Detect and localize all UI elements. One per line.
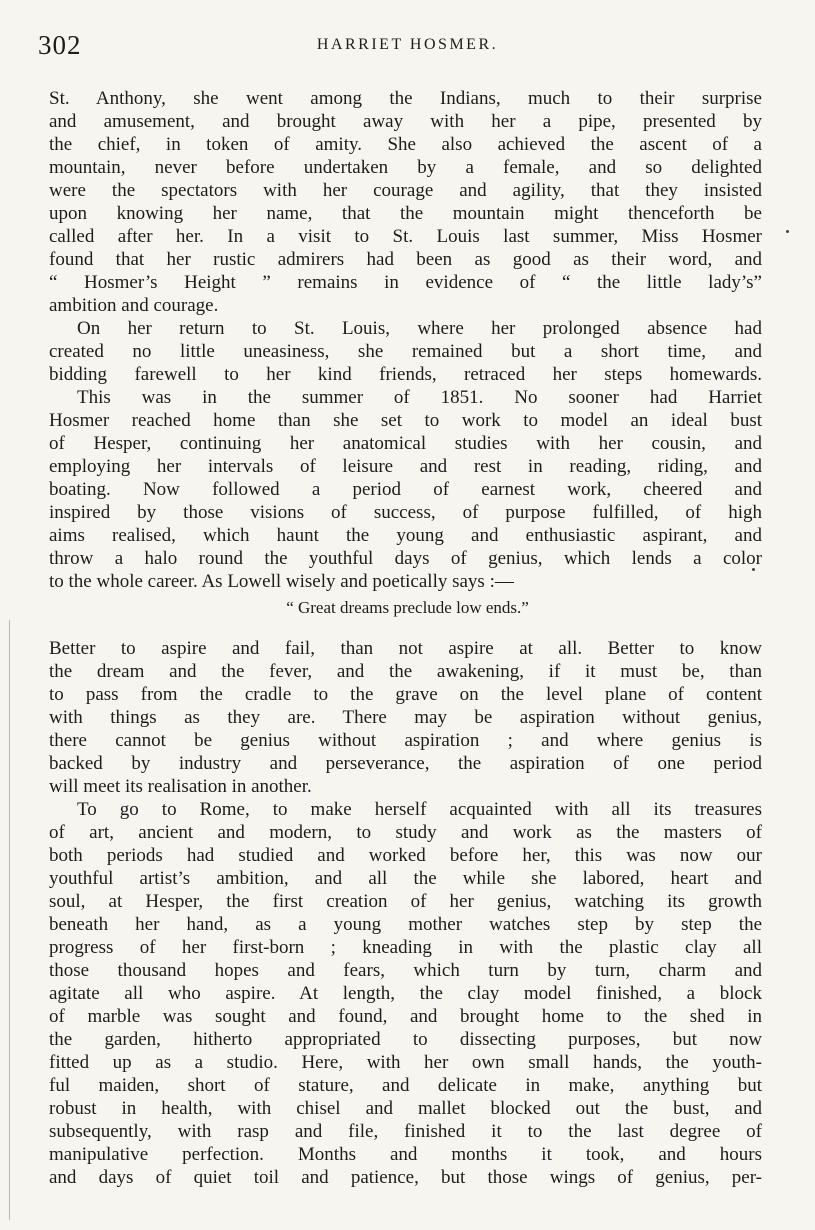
paragraph-1-line: found that her rustic admirers had been as good as their word, and bbox=[49, 249, 762, 270]
paragraph-3-line: boating. Now followed a period of earnest work, cheered and bbox=[49, 479, 762, 500]
page-edge-rule bbox=[9, 620, 10, 1220]
paragraph-5-line: soul, at Hesper, the first creation of her genius, watching its growth bbox=[49, 891, 762, 912]
paragraph-3-line: employing her intervals of leisure and rest in reading, riding, and bbox=[49, 456, 762, 477]
paragraph-3-line: to the whole career. As Lowell wisely and poetically says :— bbox=[49, 571, 514, 592]
paragraph-1-line: mountain, never before undertaken by a female, and so delighted bbox=[49, 157, 762, 178]
paragraph-5-line: agitate all who aspire. At length, the clay model finished, a block bbox=[49, 983, 762, 1004]
paragraph-2-line: bidding farewell to her kind friends, retraced her steps homewards. bbox=[49, 364, 762, 385]
block-quote: “ Great dreams preclude low ends.” bbox=[286, 598, 529, 617]
paragraph-5-line: those thousand hopes and fears, which turn by turn, charm and bbox=[49, 960, 762, 981]
paragraph-2-line: created no little uneasiness, she remained but a short time, and bbox=[49, 341, 762, 362]
paragraph-4-line: will meet its realisation in another. bbox=[49, 776, 312, 797]
paragraph-5-line: youthful artist’s ambition, and all the while she labored, heart and bbox=[49, 868, 762, 889]
paragraph-5-line: progress of her first-born ; kneading in with the plastic clay all bbox=[49, 937, 762, 958]
paragraph-4-line: there cannot be genius without aspiration ; and where genius is bbox=[49, 730, 762, 751]
text-block-lower bbox=[49, 637, 762, 1189]
paragraph-5-line: To go to Rome, to make herself acquainted with all its treasures bbox=[77, 799, 762, 820]
paragraph-5-line: and days of quiet toil and patience, but those wings of genius, per- bbox=[49, 1167, 762, 1188]
paragraph-1-line: “ Hosmer’s Height ” remains in evidence of “ the little lady’s” bbox=[49, 272, 762, 293]
paragraph-4-line: the dream and the fever, and the awakening, if it must be, than bbox=[49, 661, 762, 682]
paragraph-3-line: This was in the summer of 1851. No sooner had Harriet bbox=[77, 387, 762, 408]
paragraph-5-line: of marble was sought and found, and brought home to the shed in bbox=[49, 1006, 762, 1027]
paragraph-5-line: the garden, hitherto appropriated to dissecting purposes, but now bbox=[49, 1029, 762, 1050]
paragraph-1-line: upon knowing her name, that the mountain might thenceforth be bbox=[49, 203, 762, 224]
paragraph-2-line: On her return to St. Louis, where her prolonged absence had bbox=[77, 318, 762, 339]
paragraph-3-line: of Hesper, continuing her anatomical studies with her cousin, and bbox=[49, 433, 762, 454]
running-title: HARRIET HOSMER. bbox=[316, 36, 499, 53]
margin-speck bbox=[786, 230, 789, 233]
paragraph-5-line: beneath her hand, as a young mother watches step by step the bbox=[49, 914, 762, 935]
paragraph-3-line: aims realised, which haunt the young and enthusiastic aspirant, and bbox=[49, 525, 762, 546]
paragraph-4-line: backed by industry and perseverance, the aspiration of one period bbox=[49, 753, 762, 774]
paragraph-3-line: inspired by those visions of success, of purpose fulfilled, of high bbox=[49, 502, 762, 523]
paragraph-1-line: and amusement, and brought away with her a pipe, presented by bbox=[49, 111, 762, 132]
paragraph-5-line: ful maiden, short of stature, and delicate in make, anything but bbox=[49, 1075, 762, 1096]
paragraph-1-line: were the spectators with her courage and agility, that they insisted bbox=[49, 180, 762, 201]
paragraph-4-line: with things as they are. There may be aspiration without genius, bbox=[49, 707, 762, 728]
paragraph-3-line: throw a halo round the youthful days of genius, which lends a color bbox=[49, 548, 762, 569]
text-block-upper bbox=[49, 87, 762, 593]
paragraph-5-line: of art, ancient and modern, to study and work as the masters of bbox=[49, 822, 762, 843]
paragraph-4-line: Better to aspire and fail, than not aspire at all. Better to know bbox=[49, 638, 762, 659]
paragraph-1-line: called after her. In a visit to St. Louis last summer, Miss Hosmer bbox=[49, 226, 762, 247]
paragraph-5-line: manipulative perfection. Months and months it took, and hours bbox=[49, 1144, 762, 1165]
paragraph-5-line: robust in health, with chisel and mallet blocked out the bust, and bbox=[49, 1098, 762, 1119]
page-number: 302 bbox=[38, 30, 82, 60]
paragraph-1-line: the chief, in token of amity. She also achieved the ascent of a bbox=[49, 134, 762, 155]
paragraph-1-line: St. Anthony, she went among the Indians, much to their surprise bbox=[49, 88, 762, 109]
paragraph-4-line: to pass from the cradle to the grave on the level plane of content bbox=[49, 684, 762, 705]
paragraph-5-line: subsequently, with rasp and file, finished it to the last degree of bbox=[49, 1121, 762, 1142]
paragraph-5-line: fitted up as a studio. Here, with her own small hands, the youth- bbox=[49, 1052, 762, 1073]
paragraph-1-line: ambition and courage. bbox=[49, 295, 219, 316]
paragraph-3-line: Hosmer reached home than she set to work to model an ideal bust bbox=[49, 410, 762, 431]
paragraph-5-line: both periods had studied and worked before her, this was now our bbox=[49, 845, 762, 866]
